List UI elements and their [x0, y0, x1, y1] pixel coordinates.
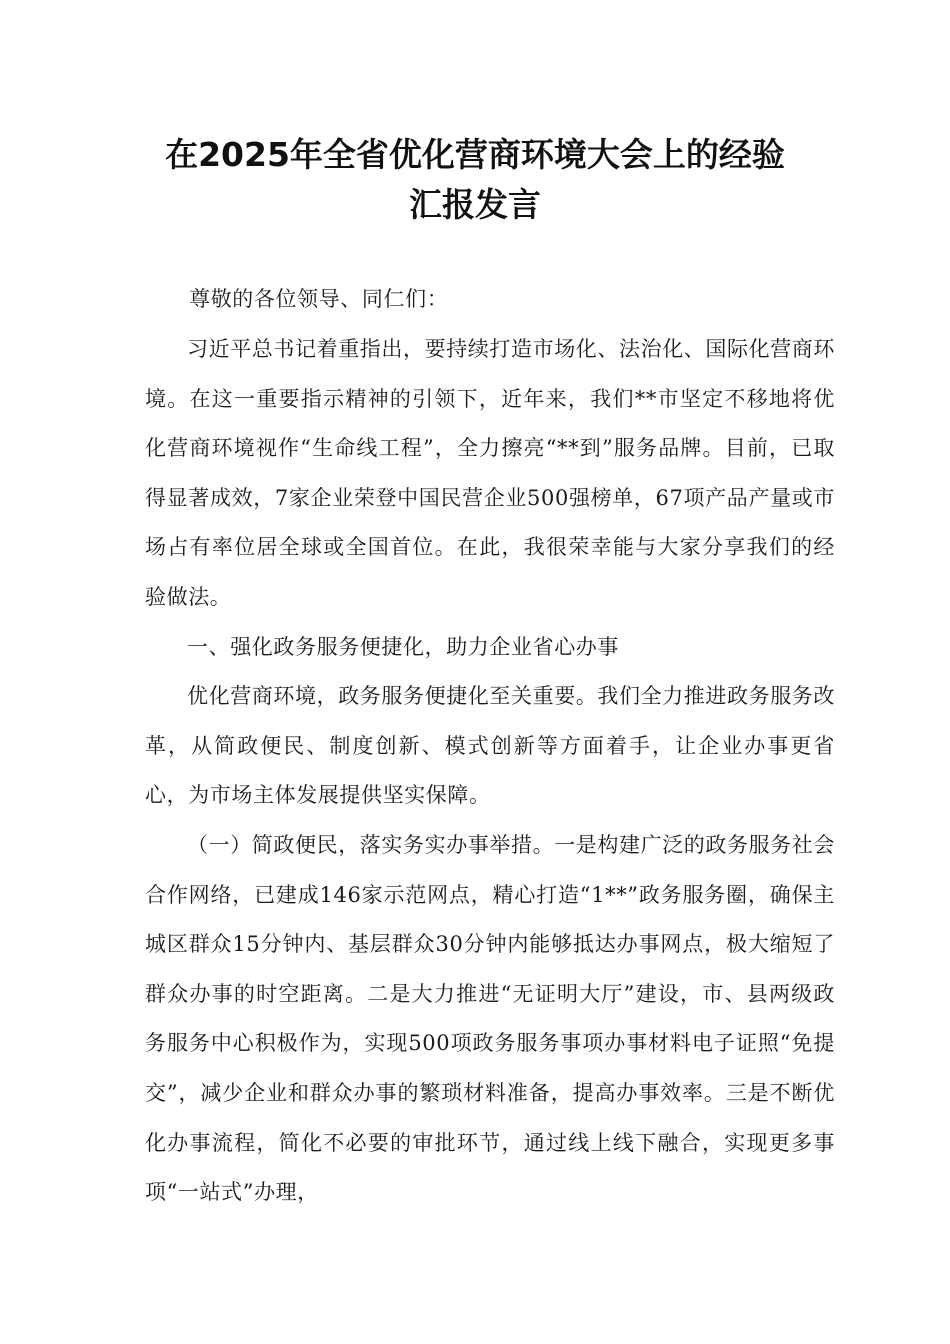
document-title-line-2: 汇报发言 [409, 185, 541, 224]
paragraph-intro: 习近平总书记着重指出，要持续打造市场化、法治化、国际化营商环境。在这一重要指示精神的引领下，近年来，我们**市坚定不移地将优化营商环境视作“生命线工程”，全力擦亮“**到”服务品牌。目前，已取得显著成效，7家企业荣登中国民营企业500强榜单，67项产品产量或市场占有率位居全球或全国首位。在此，我很荣幸能与大家分享我们的经验做法。 [145, 337, 835, 609]
document-body [145, 325, 835, 1218]
document-title-line-1: 在2025年全省优化营商环境大会上的经验 [165, 135, 785, 174]
paragraph-subsection-1: （一）简政便民，落实务实办事举措。一是构建广泛的政务服务社会合作网络，已建成146家示范网点，精心打造“1**”政务服务圈，确保主城区群众15分钟内、基层群众30分钟内能够抵达办事网点，极大缩短了群众办事的时空距离。二是大力推进“无证明大厅”建设，市、县两级政务服务中心积极作为，实现500项政务服务事项办事材料电子证照“免提交”，减少企业和群众办事的繁琐材料准备，提高办事效率。三是不断优化办事流程，简化不必要的审批环节，通过线上线下融合，实现更多事项“一站式”办理， [145, 832, 835, 1205]
greeting: 尊敬的各位领导、同仁们： [189, 287, 449, 311]
paragraph-section-1-intro: 优化营商环境，政务服务便捷化至关重要。我们全力推进政务服务改革，从简政便民、制度创新、模式创新等方面着手，让企业办事更省心，为市场主体发展提供坚实保障。 [145, 684, 835, 808]
section-heading-1: 一、强化政务服务便捷化，助力企业省心办事 [187, 634, 619, 659]
